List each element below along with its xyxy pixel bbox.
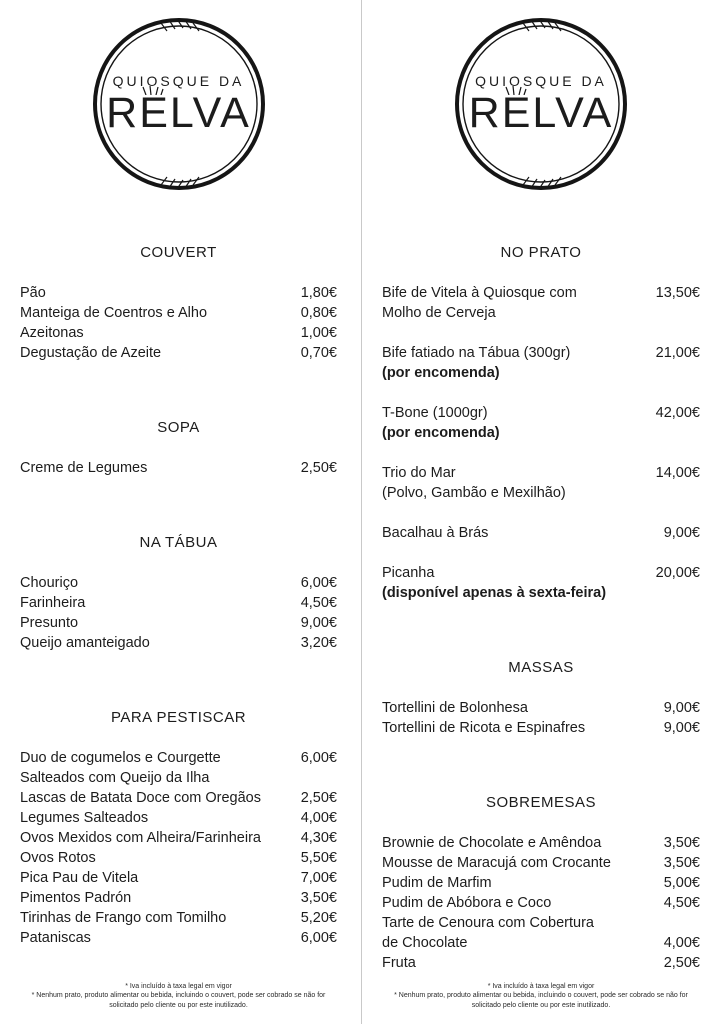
menu-item: [20, 593, 337, 613]
item-price: 13,50€: [655, 285, 700, 301]
section-items: [20, 573, 337, 653]
item-price: 9,00€: [663, 720, 700, 736]
menu-item: [20, 828, 337, 848]
item-name: Ovos Mexidos com Alheira/Farinheira: [20, 830, 261, 846]
item-price: 3,20€: [300, 635, 337, 651]
section-title: NA TÁBUA: [139, 534, 218, 551]
section-items: [382, 283, 700, 603]
item-price: 9,00€: [663, 525, 700, 541]
item-name-block: [382, 953, 664, 973]
brand-logo: [451, 14, 631, 194]
menu-item: [20, 573, 337, 593]
section-title: PARA PESTISCAR: [110, 709, 247, 726]
item-name: Tortellini de Bolonhesa: [382, 700, 528, 716]
item-price: 4,50€: [300, 595, 337, 611]
menu-item: [20, 283, 337, 303]
item-name: Mousse de Maracujá com Crocante: [382, 855, 611, 871]
section-items: [20, 283, 337, 363]
item-price: 5,20€: [300, 910, 337, 926]
section-items: [382, 833, 700, 973]
item-name: Bife fatiado na Tábua (300gr): [382, 345, 571, 361]
item-price: 6,00€: [300, 575, 337, 591]
item-name-block: [20, 908, 301, 928]
item-name: Presunto: [20, 615, 79, 631]
item-price: 6,00€: [300, 750, 337, 766]
brand-name-label: RELVA: [468, 89, 614, 137]
item-price: 4,50€: [663, 895, 700, 911]
item-name-block: [20, 458, 301, 478]
item-price: 9,00€: [663, 700, 700, 716]
item-name-block: [382, 873, 664, 893]
item-price: 20,00€: [655, 565, 700, 581]
item-name-block: [20, 613, 301, 633]
section-title: SOPA: [157, 419, 200, 436]
item-name: Bacalhau à Brás: [382, 525, 489, 541]
menu-item: [20, 323, 337, 343]
brand-name-label: RELVA: [106, 89, 251, 137]
item-price: 0,80€: [300, 305, 337, 321]
section-title: COUVERT: [140, 244, 217, 261]
item-name-block: [382, 833, 664, 853]
item-name-block: [382, 283, 656, 323]
menu-sections: [382, 194, 700, 973]
item-name: Tortellini de Ricota e Espinafres: [382, 720, 586, 736]
item-name-line2: Molho de Cerveja: [382, 305, 496, 321]
menu-item: [20, 788, 337, 808]
brand-top-label: QUIOSQUE DA: [112, 73, 245, 89]
item-name: Manteiga de Coentros e Alho: [20, 305, 208, 321]
menu-item: [20, 848, 337, 868]
menu-column-right: [362, 0, 724, 1024]
item-name: Ovos Rotos: [20, 850, 96, 866]
item-price: 9,00€: [300, 615, 337, 631]
brand-top-label: QUIOSQUE DA: [475, 73, 607, 89]
menu-item: [20, 908, 337, 928]
item-name-block: [382, 403, 656, 443]
menu-item: [382, 698, 700, 718]
item-name: Brownie de Chocolate e Amêndoa: [382, 835, 602, 851]
footer-note-1: * Iva incluído à taxa legal em vigor: [487, 982, 595, 990]
item-name: Bife de Vitela à Quiosque com: [382, 285, 577, 301]
item-name-block: [20, 283, 301, 303]
item-name-block: [20, 573, 301, 593]
menu-item: [382, 953, 700, 973]
menu-item: [382, 283, 700, 323]
menu-item: [382, 873, 700, 893]
item-price: 14,00€: [655, 465, 700, 481]
menu-item: [20, 748, 337, 788]
menu-item: [382, 343, 700, 383]
item-name-block: [20, 303, 301, 323]
item-name-line2: Salteados com Queijo da Ilha: [20, 770, 210, 786]
item-name: Trio do Mar: [382, 465, 456, 481]
item-name: T-Bone (1000gr): [382, 405, 488, 421]
item-name-block: [20, 633, 301, 653]
item-price: 3,50€: [663, 835, 700, 851]
brand-logo: [89, 14, 269, 194]
item-name-block: [382, 343, 656, 383]
item-name: Picanha: [382, 565, 435, 581]
logo-text: [89, 14, 269, 194]
menu-item: [20, 613, 337, 633]
menu-item: [20, 343, 337, 363]
item-price: 5,50€: [300, 850, 337, 866]
section-items: [382, 698, 700, 738]
item-name-block: [20, 748, 301, 788]
item-name-line2: (Polvo, Gambão e Mexilhão): [382, 485, 566, 501]
item-name: Farinheira: [20, 595, 86, 611]
menu-item: [20, 808, 337, 828]
item-name-block: [20, 888, 301, 908]
menu-item: [20, 928, 337, 948]
item-name-block: [20, 828, 301, 848]
menu-item: [382, 853, 700, 873]
item-price: 21,00€: [655, 345, 700, 361]
item-name-block: [382, 913, 664, 953]
item-name: Pataniscas: [20, 930, 91, 946]
menu-item: [382, 893, 700, 913]
item-price: 4,00€: [300, 810, 337, 826]
item-name: Lascas de Batata Doce com Oregãos: [20, 790, 261, 806]
item-name-block: [20, 788, 301, 808]
footer: [20, 982, 337, 1017]
item-price: 1,80€: [300, 285, 337, 301]
item-name: Duo de cogumelos e Courgette: [20, 750, 221, 766]
item-name: Pudim de Abóbora e Coco: [382, 895, 552, 911]
item-name-block: [20, 593, 301, 613]
item-price: 6,00€: [300, 930, 337, 946]
section-items: [20, 748, 337, 948]
item-price: 42,00€: [655, 405, 700, 421]
item-price: 2,50€: [663, 955, 700, 971]
menu-item: [20, 633, 337, 653]
footer-note-2: * Nenhum prato, produto alimentar ou bebida, incluindo o couvert, pode ser cobrado se não for solicitado pelo cliente ou por este inutilizado.: [394, 992, 688, 1009]
item-price: 1,00€: [300, 325, 337, 341]
brand-name-wrap: [468, 89, 614, 137]
menu-item: [20, 888, 337, 908]
item-name-block: [20, 848, 301, 868]
item-name-block: [382, 698, 664, 718]
grass-icon: [142, 85, 164, 95]
item-price: 2,50€: [300, 790, 337, 806]
menu-item: [382, 563, 700, 603]
menu-item: [20, 458, 337, 478]
item-name-block: [382, 893, 664, 913]
item-name-block: [382, 853, 664, 873]
item-name: Pimentos Padrón: [20, 890, 132, 906]
item-price: 3,50€: [300, 890, 337, 906]
item-name-block: [20, 868, 301, 888]
item-note: (por encomenda): [382, 365, 500, 381]
item-name: Pudim de Marfim: [382, 875, 492, 891]
grass-icon: [505, 85, 527, 95]
item-price: 2,50€: [300, 460, 337, 476]
logo-text: [451, 14, 631, 194]
menu-item: [382, 403, 700, 443]
item-price: 5,00€: [663, 875, 700, 891]
item-price: 3,50€: [663, 855, 700, 871]
item-name: Pão: [20, 285, 46, 301]
item-note: (disponível apenas à sexta-feira): [382, 585, 607, 601]
item-name-block: [382, 563, 656, 603]
footer: [382, 982, 700, 1017]
item-price: 0,70€: [300, 345, 337, 361]
brand-name-wrap: [106, 89, 251, 137]
item-name: Chouriço: [20, 575, 79, 591]
item-name-block: [20, 343, 301, 363]
item-price: 4,30€: [300, 830, 337, 846]
menu-sections: [20, 194, 337, 948]
item-name: Azeitonas: [20, 325, 84, 341]
item-name: Queijo amanteigado: [20, 635, 150, 651]
item-note: (por encomenda): [382, 425, 500, 441]
menu-item: [382, 718, 700, 738]
menu-item: [382, 463, 700, 503]
item-name-block: [20, 928, 301, 948]
item-name: Creme de Legumes: [20, 460, 148, 476]
item-name: Degustação de Azeite: [20, 345, 162, 361]
item-name-block: [382, 463, 656, 503]
item-name: Legumes Salteados: [20, 810, 149, 826]
footer-note-2: * Nenhum prato, produto alimentar ou bebida, incluindo o couvert, pode ser cobrado se não for solicitado pelo cliente ou por este inutilizado.: [31, 992, 326, 1009]
menu-item: [382, 913, 700, 953]
item-price: 4,00€: [663, 935, 700, 951]
item-name-block: [20, 808, 301, 828]
item-name: Pica Pau de Vitela: [20, 870, 139, 886]
item-price: 7,00€: [300, 870, 337, 886]
item-name-block: [382, 523, 664, 543]
item-name-block: [382, 718, 664, 738]
item-name-line2: de Chocolate: [382, 935, 468, 951]
menu-item: [20, 868, 337, 888]
menu-item: [20, 303, 337, 323]
section-title: SOBREMESAS: [485, 794, 597, 811]
item-name: Tirinhas de Frango com Tomilho: [20, 910, 227, 926]
section-title: NO PRATO: [500, 244, 582, 261]
section-items: [20, 458, 337, 478]
item-name: Fruta: [382, 955, 416, 971]
section-title: MASSAS: [508, 659, 574, 676]
menu-item: [382, 833, 700, 853]
item-name: Tarte de Cenoura com Cobertura: [382, 915, 594, 931]
item-name-block: [20, 323, 301, 343]
menu-item: [382, 523, 700, 543]
footer-note-1: * Iva incluído à taxa legal em vigor: [125, 982, 232, 990]
